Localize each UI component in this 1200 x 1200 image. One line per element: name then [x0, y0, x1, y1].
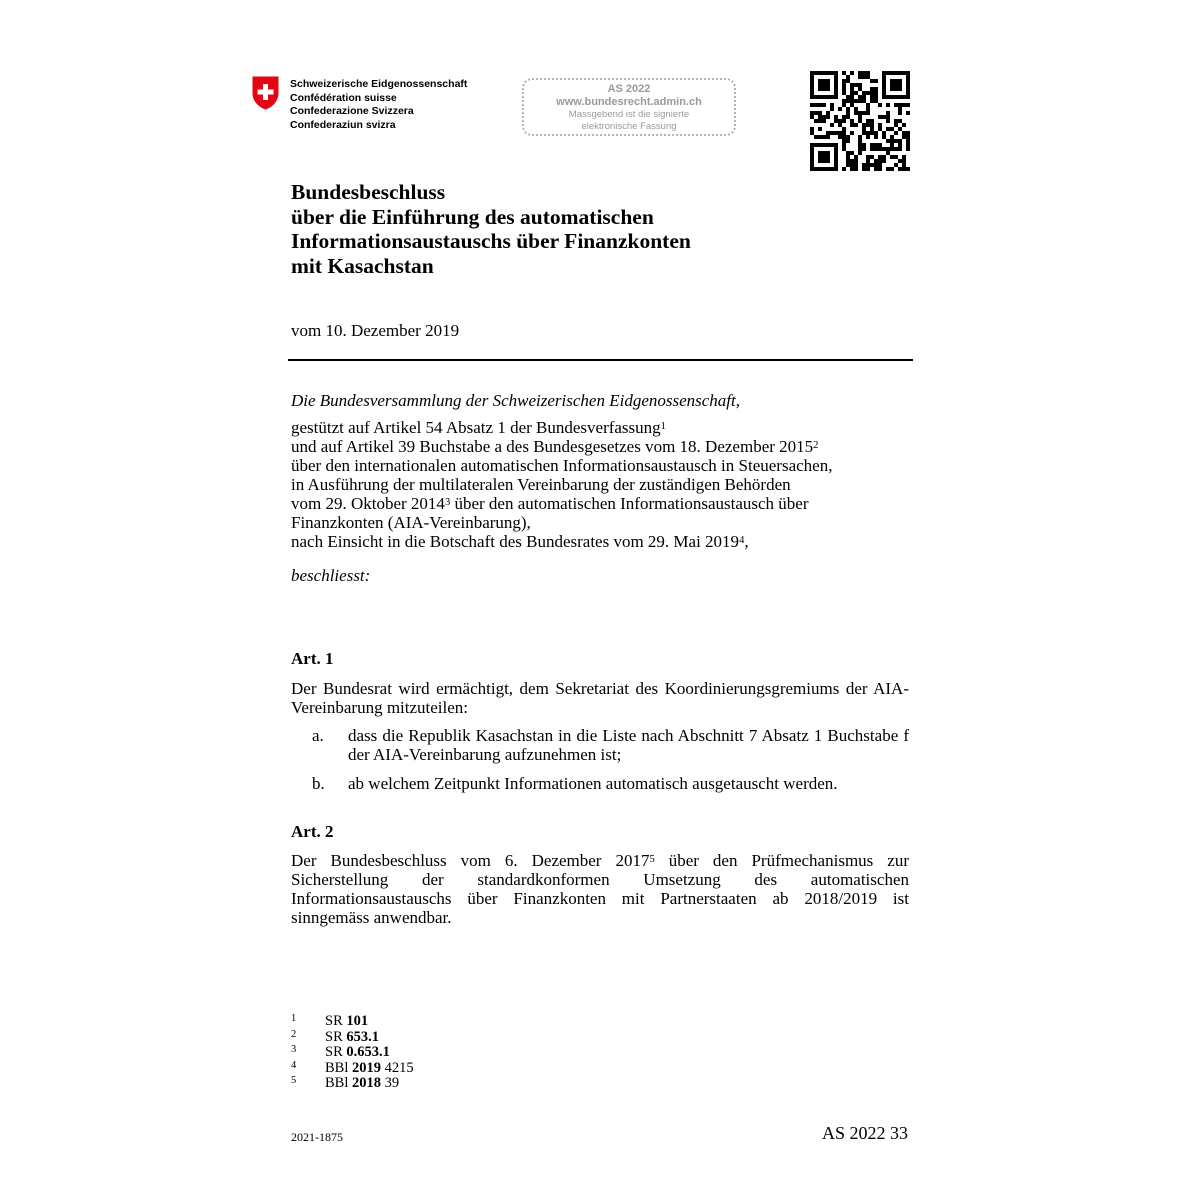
- footnote-text: BBl 2019 4215: [325, 1059, 414, 1076]
- article-1-heading: Art. 1: [291, 649, 334, 668]
- preamble-line: über den internationalen automatischen Informationsaustausch in Steuersachen,: [291, 456, 833, 475]
- footnote-number: 1: [291, 1013, 297, 1024]
- swiss-cross-shield-icon: [252, 76, 279, 110]
- footnote-number: 4: [291, 1059, 297, 1071]
- stamp-note-line1: Massgebend ist die signierte: [568, 109, 690, 120]
- preamble-line: vom 29. Oktober 2014$^3$ über den automatischen Informationsaustausch über: [291, 494, 809, 513]
- preamble-line: und auf Artikel 39 Buchstabe a des Bundesgesetzes vom 18. Dezember 2015$^2$: [291, 437, 819, 456]
- document-title: [291, 180, 911, 278]
- title-line: Bundesbeschluss: [291, 180, 446, 204]
- list-item-text: dass die Republik Kasachstan in die Liste nach Abschnitt 7 Absatz 1 Buchstabe f der AIA-Vereinbarung aufzunehmen ist;: [348, 726, 909, 764]
- footnote-text: SR 0.653.1: [325, 1044, 390, 1060]
- document-date: vom 10. Dezember 2019: [291, 321, 460, 340]
- title-line: mit Kasachstan: [291, 253, 434, 278]
- official-collection-reference: AS 2022 33: [821, 1123, 908, 1143]
- footnote-ref[interactable]: 2: [813, 440, 819, 451]
- preamble-resolves: beschliesst:: [291, 566, 371, 585]
- footnote-number: 5: [291, 1075, 297, 1086]
- stamp-note-line2: elektronische Fassung: [581, 121, 677, 132]
- qr-code-icon: [810, 71, 910, 171]
- footnote-ref[interactable]: 5: [649, 854, 655, 865]
- preamble-line: gestützt auf Artikel 54 Absatz 1 der Bundesverfassung$^1$: [291, 418, 666, 437]
- list-marker: b.: [312, 774, 325, 793]
- list-item-text: ab welchem Zeitpunkt Informationen automatisch ausgetauscht werden.: [348, 774, 838, 793]
- footnote-ref[interactable]: 3: [444, 497, 451, 508]
- preamble-line: in Ausführung der multilateralen Vereinbarung der zuständigen Behörden: [291, 475, 791, 494]
- footnote-text: SR 101: [325, 1013, 369, 1029]
- footnote-text: SR 653.1: [325, 1028, 379, 1045]
- title-line: Informationsaustauschs über Finanzkonten: [291, 229, 691, 253]
- footnote-number: 2: [291, 1028, 297, 1040]
- footnote-ref[interactable]: 1: [660, 421, 666, 432]
- article-1-text: Der Bundesrat wird ermächtigt, dem Sekretariat des Koordinierungsgremiums der AIA-Vereinbarung mitzuteilen:: [291, 679, 909, 717]
- footnote-text: BBl 2018 39: [325, 1075, 400, 1091]
- publication-stamp: [522, 78, 736, 136]
- document-number: 2021-1875: [291, 1130, 343, 1144]
- confederation-name-fr: Confédération suisse: [290, 91, 397, 104]
- list-marker: a.: [312, 726, 324, 745]
- preamble-intro: Die Bundesversammlung der Schweizerischen Eidgenossenschaft,: [291, 391, 740, 410]
- footnote-number: 3: [291, 1044, 297, 1055]
- title-line: über die Einführung des automatischen: [291, 204, 654, 229]
- article-2-text: Der Bundesbeschluss vom 6. Dezember 2017$^5$ über den Prüfmechanismus zur Sicherstellung der standardkonformen Umsetzung des automatischen Informationsaustauschs über Finanzkonten mit Partnerstaaten ab 2018/2019 ist sinngemäss anwendbar.: [291, 851, 909, 927]
- confederation-name-de: Schweizerische Eidgenossenschaft: [290, 78, 468, 90]
- article-2-heading: Art. 2: [291, 822, 334, 841]
- footnote-ref[interactable]: 4: [739, 535, 745, 546]
- preamble: [291, 418, 911, 551]
- confederation-names: [290, 78, 467, 132]
- stamp-as-number: AS 2022: [607, 83, 651, 95]
- preamble-line: nach Einsicht in die Botschaft des Bundesrates vom 29. Mai 2019$^4$,: [291, 532, 749, 551]
- preamble-line: Finanzkonten (AIA-Vereinbarung),: [291, 513, 531, 532]
- stamp-url: www.bundesrecht.admin.ch: [556, 96, 702, 108]
- title-divider: [288, 359, 913, 361]
- confederation-name-rm: Confederaziun svizra: [290, 118, 396, 131]
- confederation-name-it: Confederazione Svizzera: [290, 105, 414, 117]
